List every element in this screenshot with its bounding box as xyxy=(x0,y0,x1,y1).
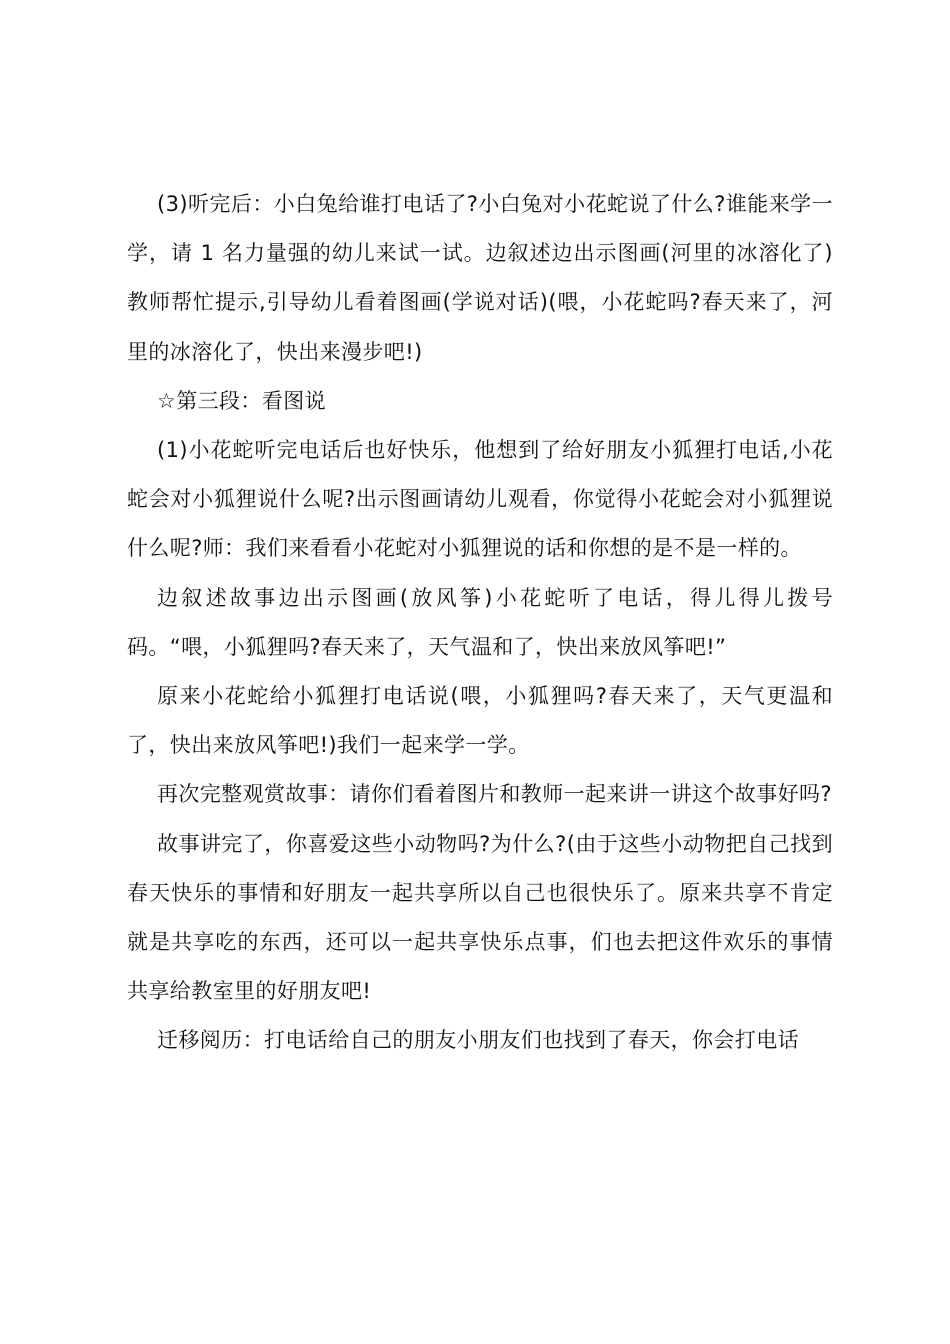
paragraph-kite-dialogue: 边叙述故事边出示图画(放风筝)小花蛇听了电话，得儿得儿拨号码。“喂，小狐狸吗?春天来了，天气温和了，快出来放风筝吧!” xyxy=(127,585,833,659)
paragraph-learn-together: 原来小花蛇给小狐狸打电话说(喂，小狐狸吗?春天来了，天气更温和了，快出来放风筝吧!)我们一起来学一学。 xyxy=(127,684,833,758)
section-heading-part-three: ☆第三段：看图说 xyxy=(157,388,327,413)
paragraph-story-discussion: 故事讲完了，你喜爱这些小动物吗?为什么?(由于这些小动物把自己找到春天快乐的事情和好朋友一起共享所以自己也很快乐了。原来共享不肯定就是共享吃的东西，还可以一起共享快乐点事，们也去把这件欢乐的事情共享给教室里的好朋友吧! xyxy=(127,831,833,1004)
paragraph-listen-after: (3)听完后：小白兔给谁打电话了?小白兔对小花蛇说了什么?谁能来学一学，请 1 名力量强的幼儿来试一试。边叙述边出示图画(河里的冰溶化了)教师帮忙提示,引导幼儿看着图画(学说对话)(喂，小花蛇吗?春天来了，河里的冰溶化了，快出来漫步吧!) xyxy=(127,192,833,364)
paragraph-transfer-experience: 迁移阅历：打电话给自己的朋友小朋友们也找到了春天，你会打电话 xyxy=(157,1028,799,1053)
paragraph-retell-story: 再次完整观赏故事：请你们看着图片和教师一起来讲一讲这个故事好吗? xyxy=(157,782,832,807)
document-body xyxy=(127,180,833,1066)
paragraph-snake-calls-fox: (1)小花蛇听完电话后也好快乐，他想到了给好朋友小狐狸打电话,小花蛇会对小狐狸说什么呢?出示图画请幼儿观看，你觉得小花蛇会对小狐狸说什么呢?师：我们来看看小花蛇对小狐狸说的话和你想的是不是一样的。 xyxy=(127,438,833,561)
